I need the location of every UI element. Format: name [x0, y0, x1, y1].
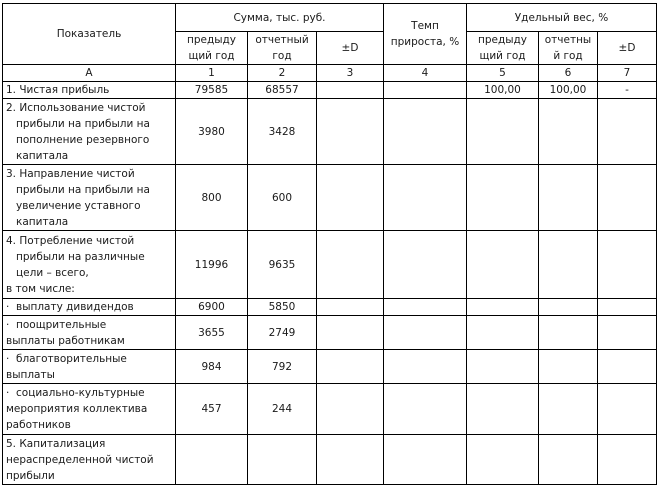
value-growth-rate — [384, 165, 467, 231]
header-growth-rate — [384, 4, 467, 65]
table-row — [3, 231, 657, 299]
table-row — [3, 350, 657, 384]
value-growth-rate — [384, 435, 467, 485]
row-label: 3. Направление чистой прибыли на прибыли на увеличение уставного капитала — [3, 165, 176, 231]
weight-prev-year — [467, 165, 539, 231]
value-delta — [317, 231, 384, 299]
value-prev-year: 984 — [176, 350, 248, 384]
value-prev-year: 11996 — [176, 231, 248, 299]
value-delta — [317, 435, 384, 485]
weight-delta — [598, 350, 657, 384]
value-prev-year: 3655 — [176, 316, 248, 350]
weight-report-year — [539, 316, 598, 350]
col-number: 4 — [384, 65, 467, 82]
value-growth-rate — [384, 82, 467, 99]
table-row — [3, 82, 657, 99]
row-label: 2. Использование чистой прибыли на прибыли на пополнение резервного капитала — [3, 99, 176, 165]
value-report-year: 9635 — [248, 231, 317, 299]
weight-report-year — [539, 165, 598, 231]
column-number-row — [3, 65, 657, 82]
value-report-year — [248, 435, 317, 485]
weight-report-year — [539, 299, 598, 316]
table-row — [3, 99, 657, 165]
bullet-icon: · — [6, 318, 10, 331]
value-prev-year: 6900 — [176, 299, 248, 316]
weight-prev-year — [467, 299, 539, 316]
bullet-icon: · — [6, 387, 10, 399]
profit-distribution-table — [2, 3, 657, 485]
col-number: А — [3, 65, 176, 82]
header-report-year: отчетный год — [248, 32, 317, 65]
value-prev-year: 457 — [176, 384, 248, 435]
value-delta — [317, 384, 384, 435]
weight-prev-year — [467, 231, 539, 299]
header-weight-group: Удельный вес, % — [467, 4, 657, 32]
header-indicator: Показатель — [3, 4, 176, 65]
table-row — [3, 435, 657, 485]
weight-prev-year: 100,00 — [467, 82, 539, 99]
weight-delta — [598, 165, 657, 231]
row-label: · благотворительные выплаты — [3, 350, 176, 384]
header-prev-year: предыду щий год — [176, 32, 248, 65]
col-number: 3 — [317, 65, 384, 82]
weight-report-year — [539, 350, 598, 384]
col-number: 5 — [467, 65, 539, 82]
row-label: · социально-культурные мероприятия коллектива работников — [3, 384, 176, 435]
value-delta — [317, 299, 384, 316]
value-growth-rate — [384, 316, 467, 350]
value-delta — [317, 165, 384, 231]
weight-delta — [598, 435, 657, 485]
header-weight-prev-year: предыду щий год — [467, 32, 539, 65]
bullet-icon: · — [6, 301, 10, 313]
bullet-icon: · — [6, 352, 10, 365]
value-prev-year: 3980 — [176, 99, 248, 165]
value-report-year: 244 — [248, 384, 317, 435]
growth-rate-text: Темп прироста, % — [390, 20, 460, 48]
value-delta — [317, 82, 384, 99]
value-report-year: 2749 — [248, 316, 317, 350]
value-prev-year — [176, 435, 248, 485]
weight-delta — [598, 384, 657, 435]
row-label: · выплату дивидендов — [3, 299, 176, 316]
value-report-year: 68557 — [248, 82, 317, 99]
weight-prev-year — [467, 435, 539, 485]
value-report-year: 3428 — [248, 99, 317, 165]
weight-delta — [598, 99, 657, 165]
weight-delta — [598, 299, 657, 316]
weight-report-year — [539, 384, 598, 435]
value-report-year: 600 — [248, 165, 317, 231]
value-growth-rate — [384, 99, 467, 165]
row-label: 1. Чистая прибыль — [3, 82, 176, 99]
col-number: 1 — [176, 65, 248, 82]
weight-prev-year — [467, 316, 539, 350]
weight-delta — [598, 316, 657, 350]
weight-report-year — [539, 99, 598, 165]
header-weight-delta: ±D — [598, 32, 657, 65]
weight-prev-year — [467, 350, 539, 384]
value-growth-rate — [384, 384, 467, 435]
weight-prev-year — [467, 384, 539, 435]
header-sum-group: Сумма, тыс. руб. — [176, 4, 384, 32]
table-row — [3, 299, 657, 316]
value-prev-year: 79585 — [176, 82, 248, 99]
row-label: 5. Капитализация нераспределенной чистой прибыли — [3, 435, 176, 485]
row-label: 4. Потребление чистой прибыли на различные цели – всего, в том числе: — [3, 231, 176, 299]
col-number: 7 — [598, 65, 657, 82]
value-delta — [317, 99, 384, 165]
weight-delta — [598, 231, 657, 299]
col-number: 6 — [539, 65, 598, 82]
table-row — [3, 316, 657, 350]
header-weight-report-year: отчетны й год — [539, 32, 598, 65]
weight-report-year — [539, 435, 598, 485]
value-growth-rate — [384, 231, 467, 299]
weight-report-year: 100,00 — [539, 82, 598, 99]
weight-report-year — [539, 231, 598, 299]
value-report-year: 5850 — [248, 299, 317, 316]
weight-prev-year — [467, 99, 539, 165]
table-row — [3, 384, 657, 435]
value-report-year: 792 — [248, 350, 317, 384]
value-delta — [317, 316, 384, 350]
weight-delta: - — [598, 82, 657, 99]
header-delta: ±D — [317, 32, 384, 65]
value-delta — [317, 350, 384, 384]
value-prev-year: 800 — [176, 165, 248, 231]
table-row — [3, 165, 657, 231]
value-growth-rate — [384, 299, 467, 316]
col-number: 2 — [248, 65, 317, 82]
row-label: · поощрительные выплаты работникам — [3, 316, 176, 350]
value-growth-rate — [384, 350, 467, 384]
